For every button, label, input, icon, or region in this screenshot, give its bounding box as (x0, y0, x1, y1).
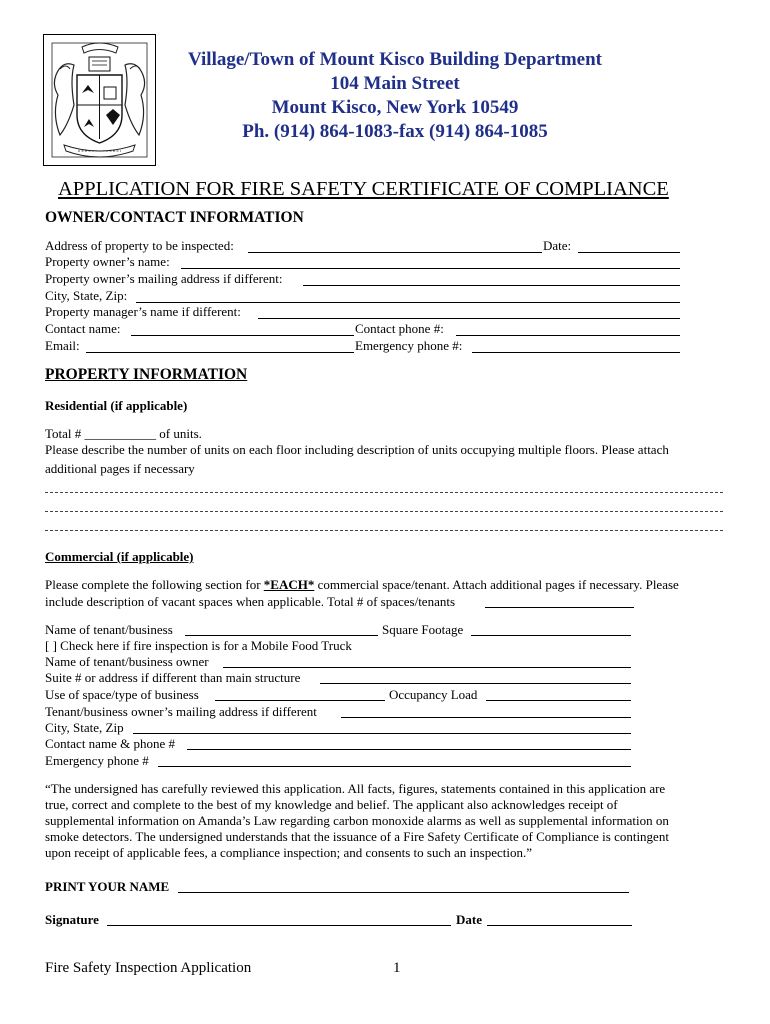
total-spaces-field[interactable] (485, 607, 634, 608)
statement-line-5: upon receipt of applicable fees, a compliance inspection; and consents to such an inspection.” (45, 845, 532, 860)
commercial-text-b: commercial space/tenant. Attach additional pages if necessary. Please (314, 577, 679, 592)
print-name-field[interactable] (178, 892, 629, 893)
residential-heading: Residential (if applicable) (45, 398, 188, 413)
department-name: Village/Town of Mount Kisco Building Department (188, 49, 602, 70)
city-label: City, State, Zip: (45, 288, 128, 303)
page-number: 1 (393, 960, 401, 976)
address-label: Address of property to be inspected: (45, 238, 234, 253)
mailing-field[interactable] (303, 285, 680, 286)
commercial-text-a: Please complete the following section for (45, 577, 264, 592)
mailing-label: Property owner’s mailing address if different: (45, 271, 283, 286)
commercial-emergency-field[interactable] (158, 766, 631, 767)
owner-name-label: Property owner’s name: (45, 254, 170, 269)
property-heading: PROPERTY INFORMATION (45, 366, 248, 383)
statement-line-1: “The undersigned has carefully reviewed this application. All facts, figures, statements contained in this application are (45, 781, 666, 796)
email-label: Email: (45, 338, 80, 353)
signature-field[interactable] (107, 925, 451, 926)
contact-phone-label: Contact phone #: (355, 321, 444, 336)
village-seal (43, 34, 156, 166)
commercial-instructions-2: include description of vacant spaces when applicable. Total # of spaces/tenants (45, 594, 456, 609)
phone-fax: Ph. (914) 864-1083-fax (914) 864-1085 (242, 121, 548, 142)
commercial-city-field[interactable] (133, 733, 631, 734)
use-type-field[interactable] (215, 700, 385, 701)
city-address: Mount Kisco, New York 10549 (271, 97, 519, 118)
print-name-label: PRINT YOUR NAME (45, 879, 170, 894)
commercial-contact-label: Contact name & phone # (45, 736, 175, 751)
street-address: 104 Main Street (330, 73, 460, 94)
occupancy-label: Occupancy Load (389, 687, 478, 702)
tenant-owner-label: Name of tenant/business owner (45, 654, 209, 669)
form-title: APPLICATION FOR FIRE SAFETY CERTIFICATE OF COMPLIANCE (58, 178, 669, 200)
suite-field[interactable] (320, 683, 631, 684)
commercial-instructions-1 (45, 577, 679, 593)
tenant-name-field[interactable] (185, 635, 378, 636)
footer-document-name: Fire Safety Inspection Application (45, 960, 252, 976)
description-line[interactable] (45, 530, 723, 531)
tenant-name-label: Name of tenant/business (45, 622, 173, 637)
each-emphasis: *EACH* (263, 577, 315, 592)
commercial-city-label: City, State, Zip (45, 720, 124, 735)
emergency-phone-field[interactable] (472, 352, 680, 353)
statement-line-3: supplemental information on Amanda’s Law regarding carbon monoxide alarms as well as supplemental information on (45, 813, 669, 828)
occupancy-field[interactable] (486, 700, 631, 701)
square-footage-field[interactable] (471, 635, 631, 636)
commercial-heading: Commercial (if applicable) (45, 549, 194, 564)
contact-name-field[interactable] (131, 335, 354, 336)
date-field[interactable] (578, 252, 680, 253)
signature-label: Signature (45, 912, 99, 927)
tenant-mailing-label: Tenant/business owner’s mailing address if different (45, 704, 317, 719)
city-field[interactable] (136, 302, 680, 303)
statement-line-2: true, correct and complete to the best of my knowledge and belief. The applicant also acknowledges receipt of (45, 797, 618, 812)
signature-date-field[interactable] (487, 925, 632, 926)
square-footage-label: Square Footage (382, 622, 464, 637)
tenant-owner-field[interactable] (223, 667, 631, 668)
description-line[interactable] (45, 511, 723, 512)
statement-line-4: smoke detectors. The undersigned understands that the issuance of a Fire Safety Certificate of Compliance is contingent (45, 829, 669, 844)
suite-label: Suite # or address if different than main structure (45, 670, 301, 685)
total-units: Total # ___________ of units. (45, 426, 202, 441)
contact-phone-field[interactable] (456, 335, 680, 336)
owner-contact-heading: OWNER/CONTACT INFORMATION (45, 209, 304, 226)
emergency-phone-label: Emergency phone #: (355, 338, 463, 353)
owner-name-field[interactable] (181, 268, 680, 269)
use-type-label: Use of space/type of business (45, 687, 199, 702)
description-line[interactable] (45, 492, 723, 493)
manager-field[interactable] (258, 318, 680, 319)
describe-line-2: additional pages if necessary (45, 461, 195, 476)
describe-line-1: Please describe the number of units on each floor including description of units occupying multiple floors. Please attach (45, 442, 669, 457)
email-field[interactable] (86, 352, 354, 353)
mobile-truck-checkbox[interactable]: [ ] Check here if fire inspection is for a Mobile Food Truck (45, 638, 352, 653)
address-field[interactable] (248, 252, 542, 253)
tenant-mailing-field[interactable] (341, 717, 631, 718)
manager-label: Property manager’s name if different: (45, 304, 241, 319)
contact-name-label: Contact name: (45, 321, 121, 336)
commercial-contact-field[interactable] (187, 749, 631, 750)
date-label: Date: (543, 238, 572, 253)
signature-date-label: Date (456, 912, 482, 927)
commercial-emergency-label: Emergency phone # (45, 753, 149, 768)
